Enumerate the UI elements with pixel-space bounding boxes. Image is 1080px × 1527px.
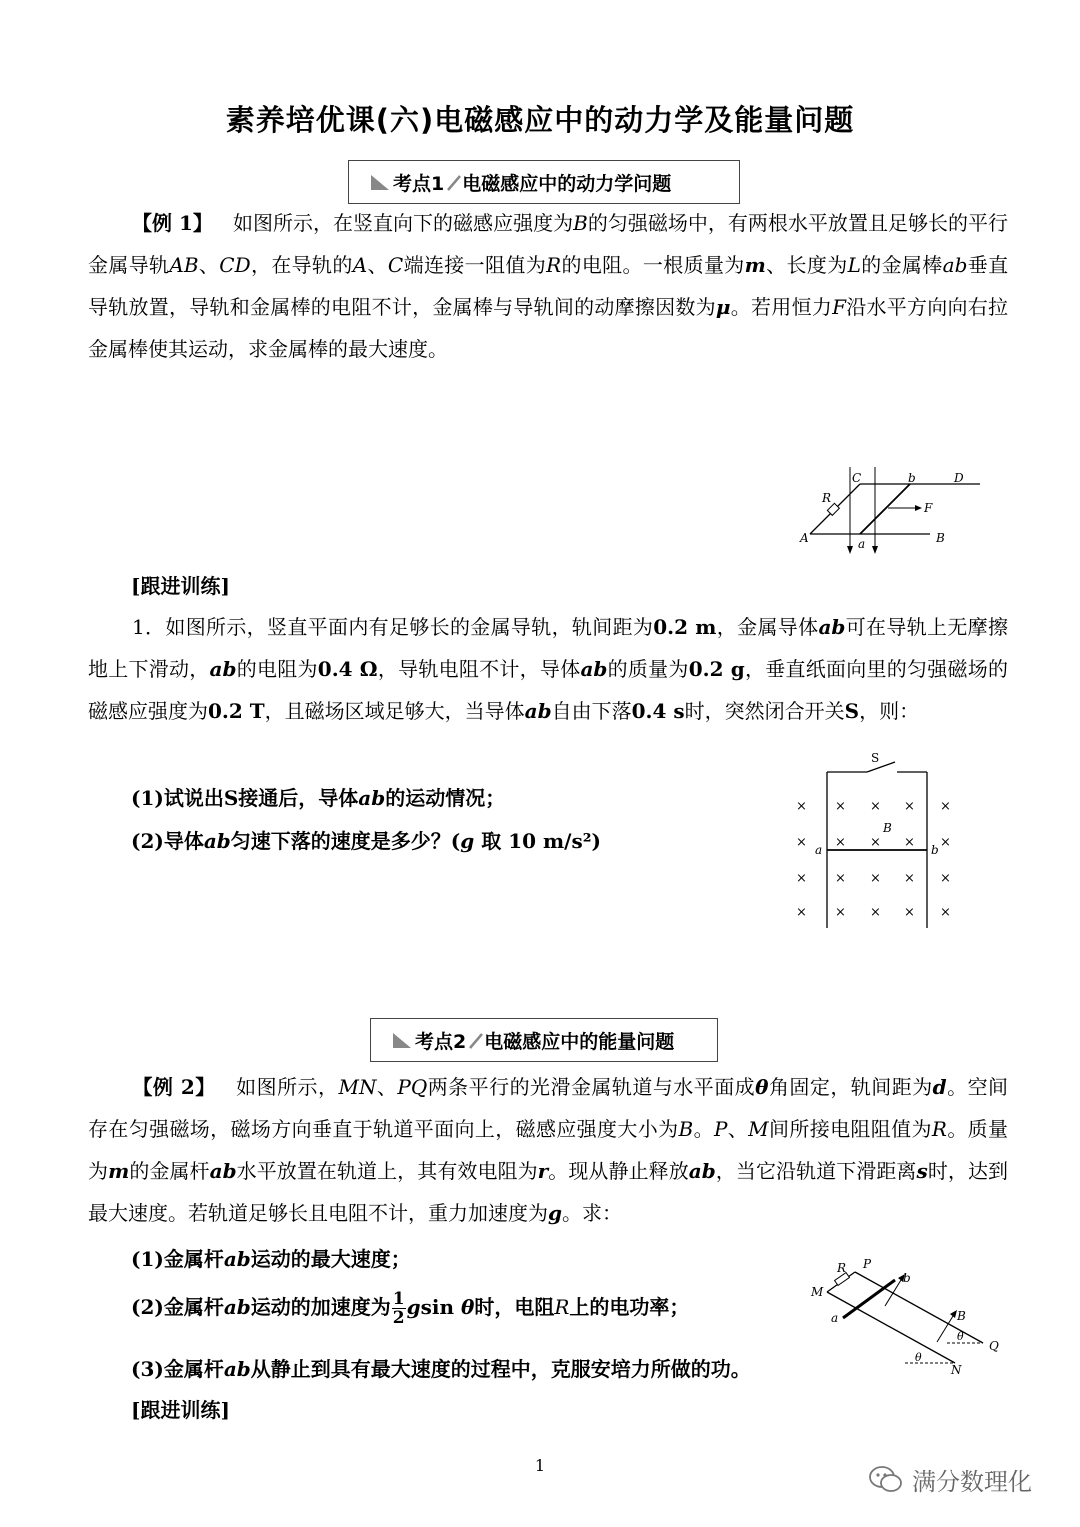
triangle-icon bbox=[369, 172, 391, 192]
field-cross: × bbox=[940, 835, 951, 850]
field-cross: × bbox=[904, 799, 915, 814]
magnetic-field-crosses bbox=[796, 799, 951, 920]
example-label: 【例 1】 bbox=[132, 211, 213, 235]
watermark bbox=[868, 1462, 1032, 1497]
label-b: b bbox=[931, 843, 939, 857]
field-cross: × bbox=[870, 871, 881, 886]
label-B: B bbox=[936, 531, 945, 545]
field-cross: × bbox=[870, 905, 881, 920]
figure-rails-horizontal bbox=[790, 462, 980, 562]
section-tag-1 bbox=[369, 169, 462, 196]
field-cross: × bbox=[796, 871, 807, 886]
field-cross: × bbox=[904, 905, 915, 920]
label-theta-bottom: θ bbox=[915, 1351, 922, 1364]
label-a: a bbox=[831, 1311, 839, 1325]
figure-rails-vertical bbox=[785, 748, 965, 930]
section-tag-2 bbox=[391, 1027, 484, 1054]
triangle-icon bbox=[391, 1030, 413, 1050]
section-tag-text: 考点1 bbox=[393, 172, 445, 195]
label-P: P bbox=[863, 1258, 872, 1271]
label-B: B bbox=[957, 1309, 966, 1323]
slash-icon bbox=[468, 1030, 484, 1050]
example-label: 【例 2】 bbox=[132, 1075, 216, 1099]
section-header-2 bbox=[370, 1018, 718, 1062]
question-1-sub-2: (2)导体ab匀速下落的速度是多少？(g 取 10 m/s²) bbox=[131, 829, 601, 853]
field-cross: × bbox=[835, 835, 846, 850]
section-title-2: 电磁感应中的能量问题 bbox=[484, 1030, 675, 1053]
wechat-icon bbox=[868, 1465, 904, 1495]
label-M: M bbox=[811, 1285, 824, 1299]
label-a: a bbox=[858, 537, 866, 551]
section-title-1: 电磁感应中的动力学问题 bbox=[462, 172, 672, 195]
label-R: R bbox=[837, 1261, 847, 1275]
example-1-text: 【例 1】 如图所示，在竖直向下的磁感应强度为B的匀强磁场中，有两根水平放置且足够长的平行金属导轨AB、CD，在导轨的A、C端连接一阻值为R的电阻。一根质量为m、长度为L的金属棒ab垂直导轨放置，导轨和金属棒的电阻不计，金属棒与导轨间的动摩擦因数为μ。若用恒力F沿水平方向向右拉金属棒使其运动，求金属棒的最大速度。 bbox=[88, 211, 1009, 361]
field-cross: × bbox=[870, 799, 881, 814]
slash-icon bbox=[446, 172, 462, 192]
field-cross: × bbox=[835, 905, 846, 920]
fraction-half: $\frac{1}{2}$ bbox=[392, 1289, 405, 1328]
followup-label-2: [跟进训练] bbox=[131, 1398, 230, 1422]
label-R: R bbox=[822, 491, 832, 505]
question-1-sub-1: (1)试说出S接通后，导体ab的运动情况； bbox=[131, 786, 506, 810]
label-a: a bbox=[815, 843, 823, 857]
field-cross: × bbox=[796, 905, 807, 920]
example-2-text: 【例 2】 如图所示，MN、PQ两条平行的光滑金属轨道与水平面成θ角固定，轨间距为d。空间存在匀强磁场，磁场方向垂直于轨道平面向上，磁感应强度大小为B。P、M间所接电阻阻值为R。质量为m的金属杆ab水平放置在轨道上，其有效电阻为r。现从静止释放ab，当它沿轨道下滑距离s时，达到最大速度。若轨道足够长且电阻不计，重力加速度为g。求： bbox=[88, 1075, 1009, 1225]
watermark-text: 满分数理化 bbox=[912, 1468, 1032, 1496]
label-N: N bbox=[951, 1363, 962, 1377]
field-cross: × bbox=[940, 871, 951, 886]
label-b: b bbox=[908, 471, 916, 485]
label-S: S bbox=[871, 751, 880, 765]
field-cross: × bbox=[904, 871, 915, 886]
field-cross: × bbox=[796, 835, 807, 850]
example-2-sub-2: (2)金属杆ab运动的加速度为 $\frac{1}{2}$ gsin θ时，电阻R上的电功率； bbox=[131, 1289, 690, 1328]
field-cross: × bbox=[835, 871, 846, 886]
section-header-1 bbox=[348, 160, 740, 204]
question-1-text: 1．如图所示，竖直平面内有足够长的金属导轨，轨间距为0.2 m，金属导体ab可在导轨上无摩擦地上下滑动，ab的电阻为0.4 Ω，导轨电阻不计，导体ab的质量为0.2 g，垂直纸面向里的匀强磁场的磁感应强度为0.2 T，且磁场区域足够大，当导体ab自由下落0.4 s时，突然闭合开关S，则： bbox=[88, 615, 1009, 723]
section-tag-text: 考点2 bbox=[415, 1030, 467, 1053]
page-number: 1 bbox=[534, 1456, 546, 1475]
field-cross: × bbox=[835, 799, 846, 814]
example-2-sub-3: (3)金属杆ab从静止到具有最大速度的过程中，克服安培力所做的功。 bbox=[131, 1357, 751, 1381]
field-cross: × bbox=[904, 835, 915, 850]
field-cross: × bbox=[940, 799, 951, 814]
label-B: B bbox=[883, 821, 892, 835]
label-F: F bbox=[924, 501, 933, 515]
example-2-sub-1: (1)金属杆ab运动的最大速度； bbox=[131, 1247, 411, 1271]
label-b: b bbox=[903, 1271, 911, 1285]
label-theta-top: θ bbox=[957, 1330, 964, 1343]
field-cross: × bbox=[796, 799, 807, 814]
label-Q: Q bbox=[989, 1339, 999, 1353]
figure-rails-inclined bbox=[805, 1258, 1005, 1378]
label-A: A bbox=[800, 531, 809, 545]
label-D: D bbox=[954, 471, 964, 485]
followup-label-1: [跟进训练] bbox=[131, 574, 230, 598]
label-C: C bbox=[852, 471, 862, 485]
field-cross: × bbox=[940, 905, 951, 920]
page-title: 素养培优课(六)电磁感应中的动力学及能量问题 bbox=[225, 103, 855, 137]
field-cross: × bbox=[870, 835, 881, 850]
